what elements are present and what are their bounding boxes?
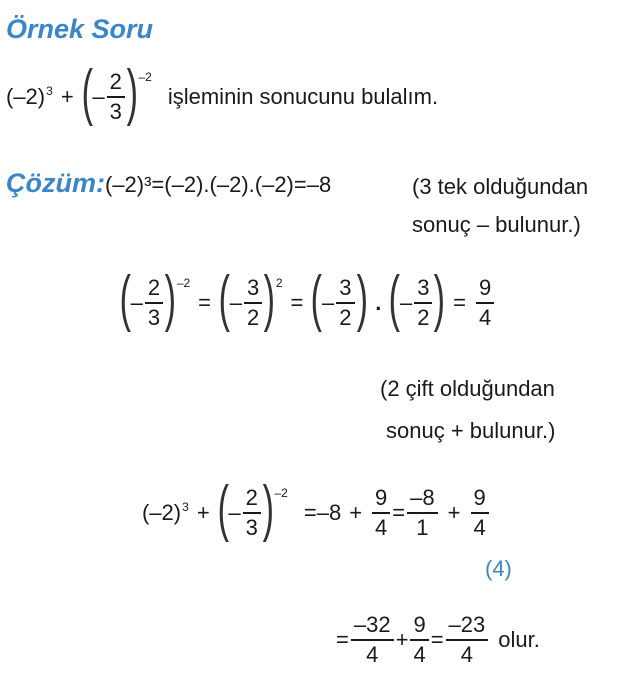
- equals-sign: =: [290, 290, 304, 315]
- fraction: $\frac{2}{3}$: [107, 69, 125, 125]
- plus-sign: +: [196, 500, 210, 525]
- equals-sign: =: [453, 290, 466, 315]
- left-paren: (: [311, 264, 323, 333]
- question-text: işleminin sonucunu bulalım.: [167, 84, 439, 109]
- left-paren: (: [388, 264, 401, 333]
- question-base: (–2): [6, 84, 46, 109]
- solution-line1: [6, 168, 331, 199]
- right-paren: ): [126, 58, 138, 127]
- plus-sign: +: [349, 500, 363, 525]
- fraction: $\frac{2}{3}$: [145, 275, 163, 331]
- exponent: 2: [275, 276, 283, 290]
- equals-sign: =: [336, 627, 349, 652]
- equation-4: [336, 612, 540, 668]
- right-paren: ): [356, 264, 368, 333]
- fraction: $\frac{3}{2}$: [414, 275, 432, 331]
- solution-note1b: sonuç – bulunur.): [412, 212, 581, 237]
- fraction: $\frac{3}{2}$: [244, 275, 262, 331]
- minus-sign: –: [229, 290, 242, 315]
- fraction: $\frac{-32}{4}$: [351, 612, 394, 668]
- right-paren: ): [263, 264, 276, 333]
- fraction: $\frac{-8}{1}$: [407, 485, 437, 541]
- dot-operator: .: [375, 290, 382, 315]
- fraction: $\frac{9}{4}$: [471, 485, 489, 541]
- solution-note1: (3 tek olduğundan: [412, 174, 589, 199]
- plus-sign: +: [447, 500, 461, 525]
- exponent: 3: [182, 500, 189, 514]
- minus-sign: –: [399, 290, 413, 315]
- plus-sign: +: [60, 84, 74, 109]
- minus-sign: –: [130, 290, 143, 315]
- value: –8: [316, 500, 342, 525]
- fraction: $\frac{2}{3}$: [243, 485, 261, 541]
- equation-2: [119, 264, 496, 334]
- solution-note2b: sonuç + bulunur.): [386, 418, 556, 443]
- solution-label: Çözüm:: [6, 168, 105, 198]
- minus-sign: –: [322, 290, 335, 315]
- right-paren: ): [164, 264, 177, 333]
- minus-sign: –: [228, 500, 241, 525]
- base: (–2): [142, 500, 182, 525]
- question-exponent: 3: [46, 84, 53, 98]
- fraction: $\frac{9}{4}$: [372, 485, 390, 541]
- question-expression: [6, 58, 439, 128]
- solution-expr1: (–2)³=(–2).(–2).(–2)=–8: [104, 172, 332, 197]
- minus-sign: –: [92, 84, 105, 109]
- fraction: $\frac{-23}{4}$: [446, 612, 489, 668]
- expansion-factor: (4): [485, 556, 512, 581]
- page-title: Örnek Soru: [6, 14, 154, 44]
- equals-sign: =: [430, 627, 444, 652]
- exponent: –2: [274, 486, 288, 500]
- left-paren: (: [218, 264, 231, 333]
- exponent: –2: [176, 276, 191, 290]
- left-paren: (: [81, 58, 93, 127]
- fraction: $\frac{3}{2}$: [336, 275, 354, 331]
- right-paren: ): [262, 474, 274, 543]
- closing-text: olur.: [498, 627, 540, 652]
- result-fraction: $\frac{9}{4}$: [476, 275, 494, 331]
- equals-sign: =: [392, 500, 406, 525]
- solution-note2: (2 çift olduğundan: [380, 376, 555, 401]
- left-paren: (: [119, 264, 132, 333]
- equals-sign: =: [198, 290, 212, 315]
- right-paren: ): [434, 264, 446, 333]
- equation-3: [142, 474, 491, 544]
- plus-sign: +: [395, 627, 409, 652]
- fraction: $\frac{9}{4}$: [410, 612, 428, 668]
- left-paren: (: [217, 474, 229, 543]
- question-exponent2: –2: [138, 70, 152, 84]
- equals-sign: =: [303, 500, 317, 525]
